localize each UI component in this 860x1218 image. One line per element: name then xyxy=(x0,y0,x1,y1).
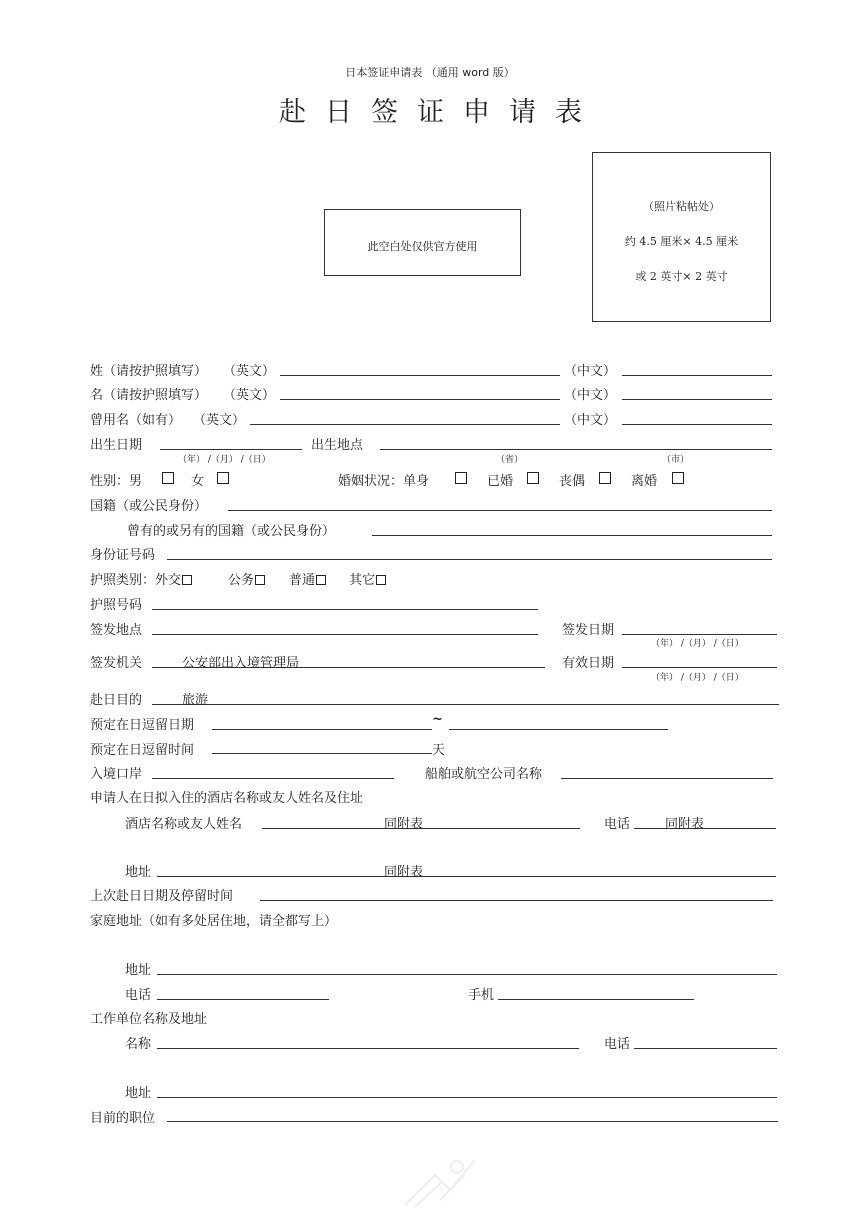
hotel-address-label: 地址 xyxy=(125,865,152,880)
expiry-date-field[interactable] xyxy=(622,667,777,668)
other-passport xyxy=(349,569,386,588)
given-name-en-label: （英文） xyxy=(223,388,276,403)
employer-name-field[interactable] xyxy=(157,1048,579,1049)
official-use-text: 此空白处仅供官方使用 xyxy=(367,240,478,253)
married-checkbox[interactable] xyxy=(527,472,539,484)
divorced-label: 离婚 xyxy=(631,474,658,489)
purpose-field[interactable] xyxy=(152,704,779,705)
male-checkbox[interactable] xyxy=(162,472,174,484)
employer-phone-label: 电话 xyxy=(604,1037,631,1052)
hotel-name-value: 同附表 xyxy=(384,817,424,832)
days-label: 天 xyxy=(432,743,446,758)
home-phone-field[interactable] xyxy=(157,999,329,1000)
surname-en-field[interactable] xyxy=(280,375,560,376)
hotel-name-label: 酒店名称或友人姓名 xyxy=(125,817,243,832)
hotel-address-value: 同附表 xyxy=(384,865,424,880)
employer-address-field[interactable] xyxy=(157,1097,777,1098)
sex-label: 性别：男 xyxy=(90,474,143,489)
given-name-cn-field[interactable] xyxy=(622,399,772,400)
former-nationality-label: 曾有的或另有的国籍（或公民身份） xyxy=(127,524,336,539)
given-name-cn-label: （中文） xyxy=(564,388,617,403)
ship-airline-label: 船舶或航空公司名称 xyxy=(425,767,543,782)
birth-date-label: 出生日期 xyxy=(90,438,143,453)
employer-name-label: 名称 xyxy=(125,1037,152,1052)
surname-en-label: （英文） xyxy=(223,364,276,379)
hotel-phone-field[interactable] xyxy=(634,828,776,829)
hotel-phone-label: 电话 xyxy=(604,817,631,832)
female-checkbox[interactable] xyxy=(217,472,229,484)
stay-length-field[interactable] xyxy=(212,753,432,754)
province-caption: （省） xyxy=(496,455,524,465)
issue-place-field[interactable] xyxy=(152,634,538,635)
birth-place-label: 出生地点 xyxy=(311,438,364,453)
previous-stays-label: 上次赴日日期及停留时间 xyxy=(90,889,234,904)
issuing-authority-value: 公安部出入境管理局 xyxy=(182,656,300,671)
passport-number-field[interactable] xyxy=(152,609,538,610)
hotel-address-field[interactable] xyxy=(157,876,776,877)
diplomatic-checkbox[interactable] xyxy=(182,575,192,585)
issue-place-label: 签发地点 xyxy=(90,623,143,638)
employer-phone-field[interactable] xyxy=(634,1048,777,1049)
widowed-checkbox[interactable] xyxy=(599,472,611,484)
stay-date-to-field[interactable] xyxy=(449,729,668,730)
birth-date-caption: （年） /（月） /（日） xyxy=(178,455,271,465)
id-number-field[interactable] xyxy=(167,559,772,560)
mobile-field[interactable] xyxy=(498,999,694,1000)
home-address-label: 地址 xyxy=(125,963,152,978)
official-passport xyxy=(228,569,265,588)
divorced-checkbox[interactable] xyxy=(672,472,684,484)
married-label: 已婚 xyxy=(487,474,514,489)
former-name-label: 曾用名（如有） xyxy=(90,413,182,428)
photo-size-cm: 约 4.5 厘米× 4.5 厘米 xyxy=(624,235,739,248)
home-phone-label: 电话 xyxy=(125,988,152,1003)
issue-date-field[interactable] xyxy=(622,634,777,635)
current-position-label: 目前的职位 xyxy=(90,1111,156,1126)
birth-date-field[interactable] xyxy=(160,449,302,450)
former-name-cn-field[interactable] xyxy=(622,424,772,425)
city-caption: （市） xyxy=(662,455,690,465)
official-label: 公务 xyxy=(228,573,255,588)
port-of-entry-label: 入境口岸 xyxy=(90,767,143,782)
top-note: 日本签证申请表 （通用 word 版） xyxy=(345,66,515,79)
official-checkbox[interactable] xyxy=(255,575,265,585)
photo-box xyxy=(592,152,771,322)
marital-label: 婚姻状况：单身 xyxy=(338,474,430,489)
widowed-label: 丧偶 xyxy=(559,474,586,489)
stay-date-from-field[interactable] xyxy=(212,729,432,730)
hotel-heading: 申请人在日拟入住的酒店名称或友人姓名及住址 xyxy=(90,791,364,806)
port-of-entry-field[interactable] xyxy=(152,778,394,779)
ordinary-label: 普通 xyxy=(289,573,316,588)
surname-cn-label: （中文） xyxy=(564,364,617,379)
given-name-label: 名（请按护照填写） xyxy=(90,388,208,403)
ship-airline-field[interactable] xyxy=(561,778,773,779)
former-name-cn-label: （中文） xyxy=(564,413,617,428)
passport-type-label xyxy=(90,569,192,588)
ordinary-passport xyxy=(289,569,326,588)
nationality-field[interactable] xyxy=(228,510,772,511)
other-checkbox[interactable] xyxy=(376,575,386,585)
expiry-date-label: 有效日期 xyxy=(562,656,615,671)
single-checkbox[interactable] xyxy=(455,472,467,484)
passport-number-label: 护照号码 xyxy=(90,598,143,613)
ordinary-checkbox[interactable] xyxy=(316,575,326,585)
photo-caption: （照片粘帖处） xyxy=(643,200,720,213)
previous-stays-field[interactable] xyxy=(260,900,773,901)
stay-length-label: 预定在日逗留时间 xyxy=(90,743,195,758)
stay-date-label: 预定在日逗留日期 xyxy=(90,718,195,733)
issuing-authority-label: 签发机关 xyxy=(90,656,143,671)
former-name-en-field[interactable] xyxy=(250,424,560,425)
surname-cn-field[interactable] xyxy=(622,375,772,376)
employer-heading: 工作单位名称及地址 xyxy=(90,1012,208,1027)
purpose-label: 赴日目的 xyxy=(90,693,143,708)
diplomatic-label: 护照类别：外交 xyxy=(90,573,182,588)
surname-label: 姓（请按护照填写） xyxy=(90,364,208,379)
stay-date-tilde: ~ xyxy=(432,712,443,727)
official-use-box xyxy=(324,209,521,276)
home-address-heading: 家庭地址（如有多处居住地，请全都写上） xyxy=(90,914,338,929)
hotel-phone-value: 同附表 xyxy=(665,817,705,832)
employer-address-label: 地址 xyxy=(125,1086,152,1101)
id-number-label: 身份证号码 xyxy=(90,548,156,563)
former-name-en-label: （英文） xyxy=(193,413,246,428)
photo-size-inch: 或 2 英寸× 2 英寸 xyxy=(635,270,728,283)
home-address-field[interactable] xyxy=(157,974,777,975)
page-title: 赴日签证申请表 xyxy=(279,97,601,128)
given-name-en-field[interactable] xyxy=(280,399,560,400)
issue-date-label: 签发日期 xyxy=(562,623,615,638)
expiry-date-caption: （年） /（月） /（日） xyxy=(651,673,744,683)
other-label: 其它 xyxy=(349,573,376,588)
female-label: 女 xyxy=(191,474,205,489)
former-nationality-field[interactable] xyxy=(372,535,772,536)
nationality-label: 国籍（或公民身份） xyxy=(90,499,208,514)
mobile-label: 手机 xyxy=(468,988,495,1003)
birth-place-field[interactable] xyxy=(380,449,772,450)
current-position-field[interactable] xyxy=(167,1121,778,1122)
watermark-decoration xyxy=(395,1145,485,1215)
issue-date-caption: （年） /（月） /（日） xyxy=(651,639,744,649)
purpose-value: 旅游 xyxy=(182,693,209,708)
